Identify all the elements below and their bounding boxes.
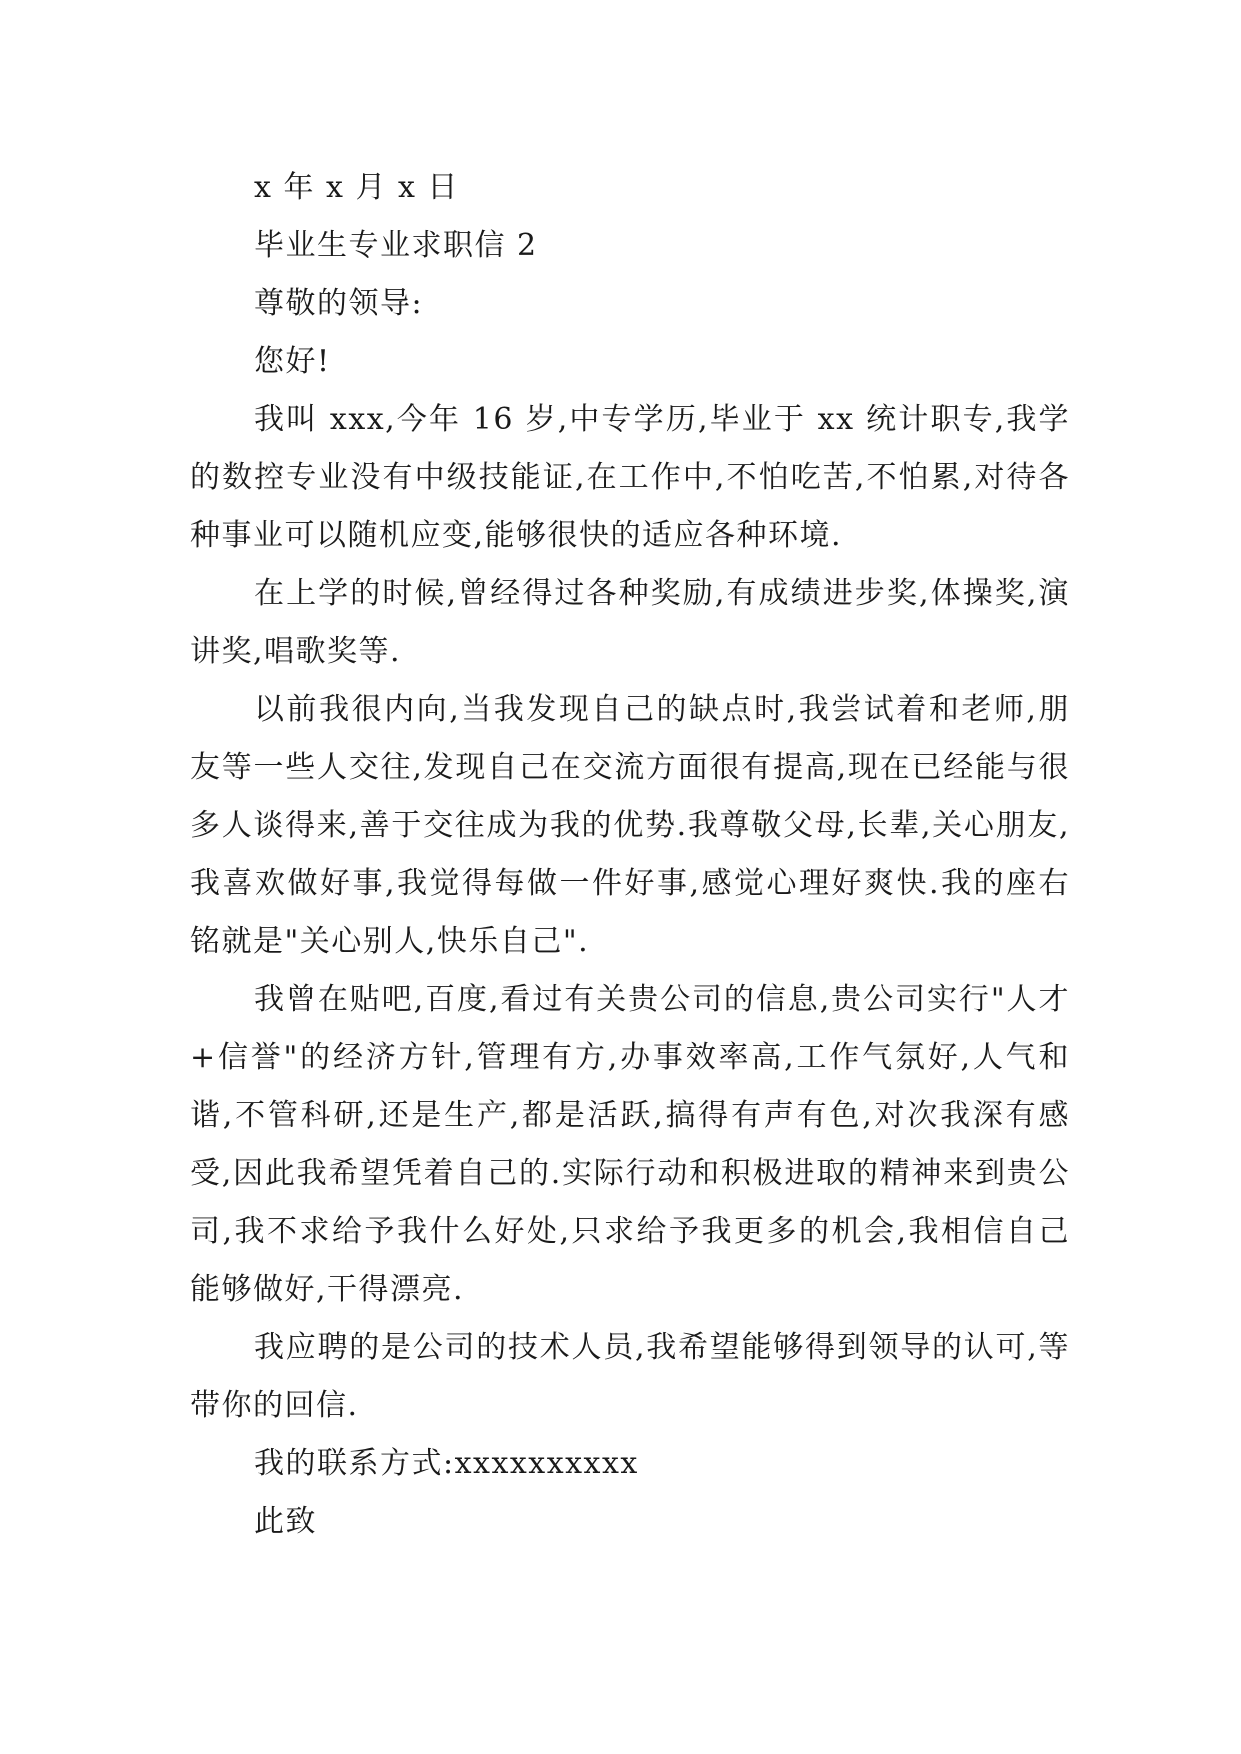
salutation: 尊敬的领导: <box>254 286 424 321</box>
paragraph-awards: 在上学的时候,曾经得过各种奖励,有成绩进步奖,体操奖,演讲奖,唱歌奖等. <box>190 576 1070 669</box>
contact-line: 我的联系方式:xxxxxxxxxx <box>254 1446 639 1481</box>
date-line: x 年 x 月 x 日 <box>254 170 459 205</box>
paragraph-introduction: 我叫 xxx,今年 16 岁,中专学历,毕业于 xx 统计职专,我学的数控专业没有中级技能证,在工作中,不怕吃苦,不怕累,对待各种事业可以随机应变,能够很快的适应各种环境. <box>190 402 1070 553</box>
paragraph-position: 我应聘的是公司的技术人员,我希望能够得到领导的认可,等带你的回信. <box>190 1330 1070 1423</box>
letter-body <box>190 159 1070 1551</box>
paragraph-personality: 以前我很内向,当我发现自己的缺点时,我尝试着和老师,朋友等一些人交往,发现自己在交流方面很有提高,现在已经能与很多人谈得来,善于交往成为我的优势.我尊敬父母,长辈,关心朋友,我喜欢做好事,我觉得每做一件好事,感觉心理好爽快.我的座右铭就是"关心别人,快乐自己". <box>190 692 1070 959</box>
paragraph-company: 我曾在贴吧,百度,看过有关贵公司的信息,贵公司实行"人才+信誉"的经济方针,管理有方,办事效率高,工作气氛好,人气和谐,不管科研,还是生产,都是活跃,搞得有声有色,对次我深有感受,因此我希望凭着自己的.实际行动和积极进取的精神来到贵公司,我不求给予我什么好处,只求给予我更多的机会,我相信自己能够做好,干得漂亮. <box>190 982 1070 1307</box>
greeting: 您好! <box>254 344 331 379</box>
closing-line: 此致 <box>254 1504 317 1539</box>
letter-title: 毕业生专业求职信 2 <box>254 228 538 263</box>
